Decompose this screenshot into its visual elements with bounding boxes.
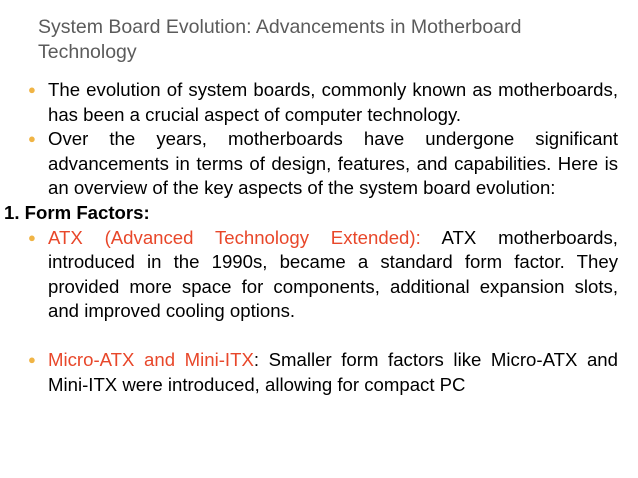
bullet-item — [26, 78, 618, 127]
bullet-item — [26, 127, 618, 201]
bullet-term: ATX (Advanced Technology Extended): — [48, 226, 421, 248]
slide-title: System Board Evolution: Advancements in Motherboard Technology — [38, 16, 522, 63]
bullet-point-icon: ● — [28, 82, 36, 97]
bullet-term: Micro-ATX and Mini-ITX — [48, 348, 254, 370]
bullet-text: The evolution of system boards, commonly known as motherboards, has been a crucial aspect of computer technology. — [48, 79, 618, 125]
section-heading: 1. Form Factors: — [4, 201, 150, 223]
bullet-point-icon: ● — [28, 131, 36, 147]
bullet-text: Over the years, motherboards have undergone significant advancements in terms of design, features, and capabilities. Here is an overview of the key aspects of the system board evolution: — [48, 128, 618, 199]
bullet-text: ATX motherboards, introduced in the 1990s, became a standard form factor. They provided more space for components, additional expansion slots, and improved cooling options. — [48, 226, 618, 322]
bullet-text: : Smaller form factors like Micro-ATX and Mini-ITX were introduced, allowing for compact PC — [48, 348, 618, 395]
bullet-item — [26, 348, 618, 397]
bullet-point-icon: ● — [28, 229, 36, 245]
bullet-point-icon: ● — [28, 351, 36, 367]
bullet-item — [26, 226, 618, 324]
slide-content — [4, 78, 618, 397]
spacer — [26, 324, 618, 348]
